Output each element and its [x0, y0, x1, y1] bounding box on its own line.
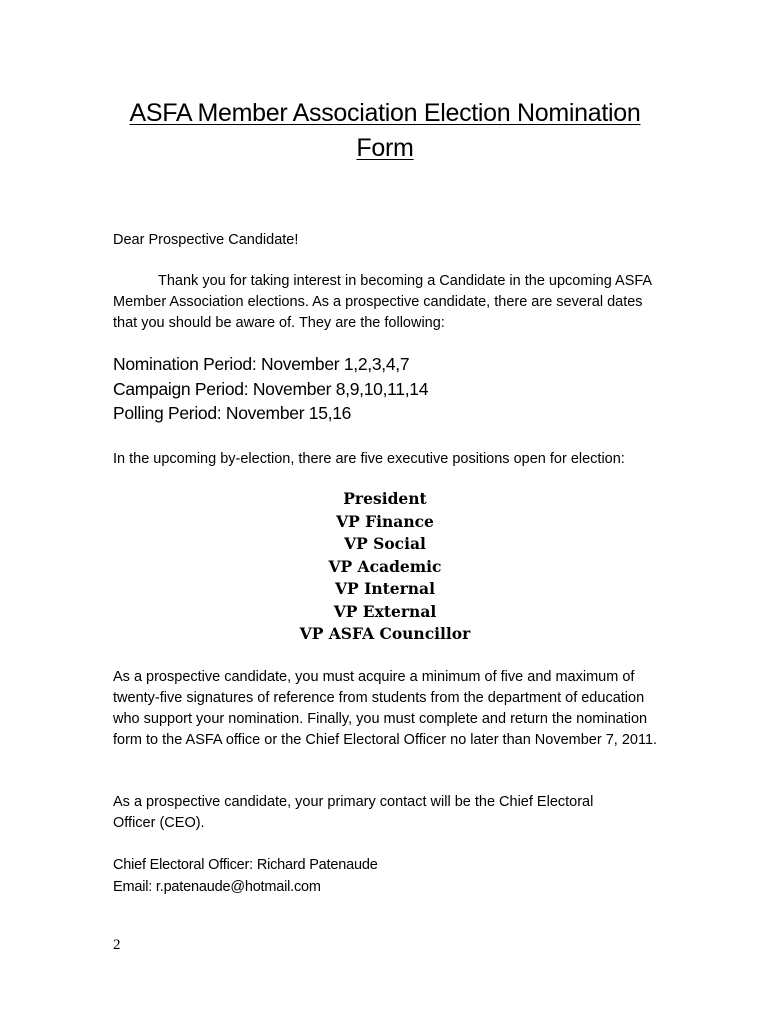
title-line-1: ASFA Member Association Election Nomination — [129, 99, 641, 127]
contact-paragraph: As a prospective candidate, your primary contact will be the Chief Electoral Officer (CEO). — [113, 794, 594, 831]
polling-period: Polling Period: November 15,16 — [113, 403, 352, 423]
position-president: President — [343, 489, 427, 508]
ceo-name-line: Chief Electoral Officer: Richard Patenaude — [113, 857, 378, 873]
position-vp-external: VP External — [333, 601, 437, 621]
nomination-period: Nomination Period: November 1,2,3,4,7 — [113, 354, 410, 374]
page-number: 2 — [113, 937, 121, 953]
intro-paragraph: Thank you for taking interest in becoming a Candidate in the upcoming ASFA Member Association elections. As a prospective candidate, there are several dates that you should be aware of. They are the following: — [113, 273, 652, 331]
position-vp-finance: VP Finance — [336, 511, 434, 531]
position-vp-internal: VP Internal — [335, 579, 435, 598]
positions-intro: In the upcoming by-election, there are five executive positions open for election: — [113, 451, 625, 467]
position-vp-asfa-councillor: VP ASFA Councillor — [299, 624, 471, 643]
title-line-2: Form — [356, 134, 414, 162]
ceo-email-line: Email: r.patenaude@hotmail.com — [113, 879, 321, 895]
position-vp-academic: VP Academic — [328, 556, 442, 576]
ceo-contact — [113, 854, 378, 898]
salutation: Dear Prospective Candidate! — [113, 232, 299, 248]
campaign-period: Campaign Period: November 8,9,10,11,14 — [113, 378, 429, 399]
positions-list — [0, 488, 770, 646]
page-title — [0, 96, 770, 166]
election-periods — [113, 352, 428, 426]
position-vp-social: VP Social — [344, 534, 426, 553]
signatures-paragraph: As a prospective candidate, you must acquire a minimum of five and maximum of twenty-five signatures of reference from students from the department of education who support your nomination. Finally, you must complete and return the nomination form to the ASFA office or the Chief Electoral Officer no later than November 7, 2011. — [113, 669, 658, 748]
